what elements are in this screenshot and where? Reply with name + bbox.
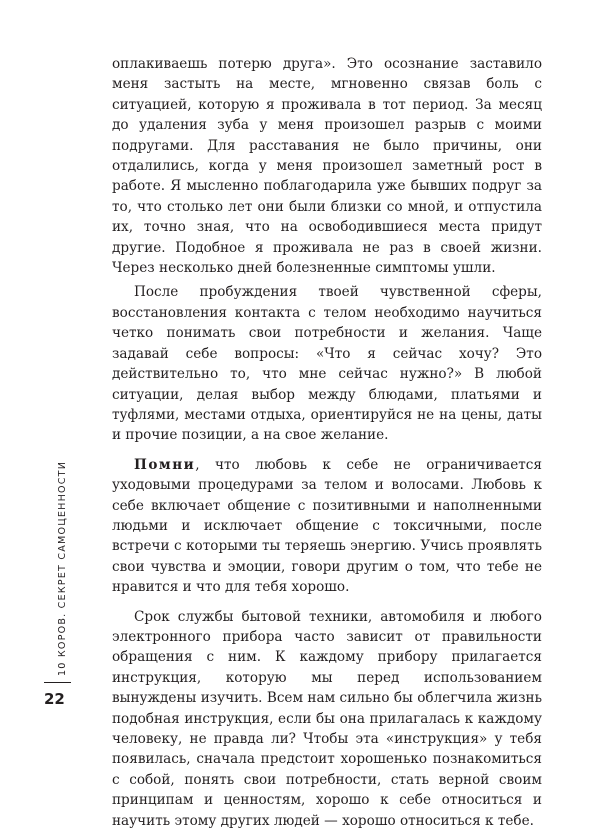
paragraph-4: Срок службы бытовой техники, автомобиля и любого электронного прибора часто зависит от правильности обращения с ним. К каждому прибору прилагается инструкция, которую мы перед использованием вынуждены изучить. Всем нам сильно бы облегчила жизнь подобная инструкция, если бы она прилагалась к каждому человеку, не правда ли? Чтобы эта «инструкция» у тебя появилась, сначала предстоит хорошенько познакомиться с собой, понять свои потребности, стать верной своим принципам и ценностям, хорошо к себе относиться и научить этому других людей — хорошо относиться к тебе. — [112, 608, 542, 829]
running-title: 10 КОРОВ. СЕКРЕТ САМОЦЕННОСТИ — [57, 460, 68, 676]
paragraph-2: После пробуждения твоей чувственной сферы, восстановления контакта с телом необходимо научиться четко понимать свои потребности и желания. Чаще задавай себе вопросы: «Что я сейчас хочу? Это действительно то, что мне сейчас нужно?» В любой ситуации, делая выбор между блюдами, платьями и туфлями, местами отдыха, ориентируйся не на цены, даты и прочие позиции, а на свое желание. — [112, 284, 542, 444]
paragraph-3-lead-word: Помни — [134, 456, 196, 473]
paragraph-3-text: , что любовь к себе не ограничивается уходовыми процедурами за телом и волосами. Любовь к себе включает общение с позитивными и наполненными людьми и исключает общение с токсичными, после встречи с которыми ты теряешь энергию. Учись проявлять свои чувства и эмоции, говори другим о том, что тебе не нравится и что для тебя хорошо. — [112, 456, 542, 596]
body-text — [112, 54, 542, 831]
page-number-rule — [44, 682, 71, 683]
paragraph-1: оплакиваешь потерю друга». Это осознание заставило меня застыть на месте, мгновенно связав боль с ситуацией, которую я проживала в тот период. За месяц до удаления зуба у меня произошел разрыв с моими подругами. Для расставания не было причины, они отдалились, когда у меня произошел заметный рост в работе. Я мысленно поблагодарила уже бывших подруг за то, что столько лет они были близки со мной, и отпустила их, точно зная, что на освободившиеся места придут другие. Подобное я проживала не раз в своей жизни. Через несколько дней болезненные симптомы ушли. — [112, 56, 542, 277]
page-number: 22 — [44, 690, 65, 708]
paragraph-3 — [112, 455, 542, 598]
